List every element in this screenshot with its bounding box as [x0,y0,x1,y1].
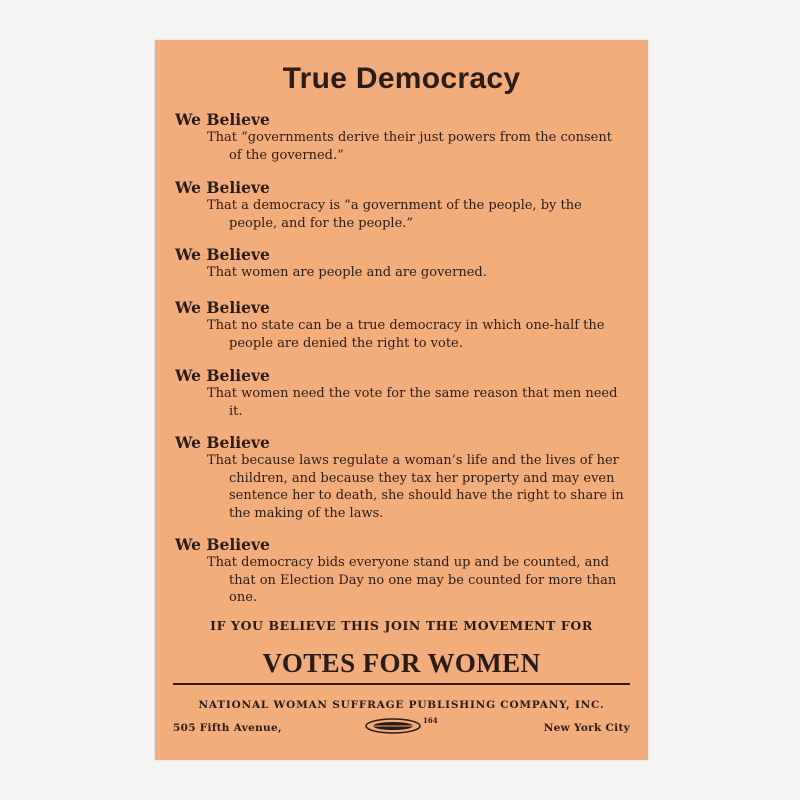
slogan: VOTES FOR WOMEN [262,648,541,678]
belief-text: That women are people and are governed. [207,265,487,280]
publisher-city: New York City [543,722,630,734]
suffrage-flyer [155,40,648,760]
belief-heading: We Believe [175,366,270,385]
belief-heading: We Believe [175,110,270,129]
belief-text: That women need the vote for the same reason that men need it. [207,386,618,419]
belief-heading: We Believe [175,298,270,317]
belief-heading: We Believe [175,433,270,452]
flyer-title: True Democracy [282,62,521,95]
belief-heading: We Believe [175,535,270,554]
belief-text: That no state can be a true democracy in which one-half the people are denied the right to vote. [207,318,605,351]
belief-text: That “governments derive their just powers from the consent of the governed.” [207,130,612,163]
belief-heading: We Believe [175,245,270,264]
belief-heading: We Believe [175,178,270,197]
belief-text: That democracy bids everyone stand up and be counted, and that on Election Day no one may be counted for more than one. [207,555,617,605]
belief-text: That because laws regulate a woman’s life and the lives of her children, and because they tax her property and may even sentence her to death, she should have the right to share in the making of the laws. [207,453,624,521]
publisher-name: NATIONAL WOMAN SUFFRAGE PUBLISHING COMPANY, INC. [198,699,605,711]
divider [173,683,630,685]
union-label-code: 164 [423,716,438,725]
belief-text: That a democracy is “a government of the people, by the people, and for the people.” [207,198,582,231]
join-movement-line: IF YOU BELIEVE THIS JOIN THE MOVEMENT FOR [210,618,593,633]
union-label-icon [365,718,421,734]
publisher-address: 505 Fifth Avenue, [173,722,282,734]
